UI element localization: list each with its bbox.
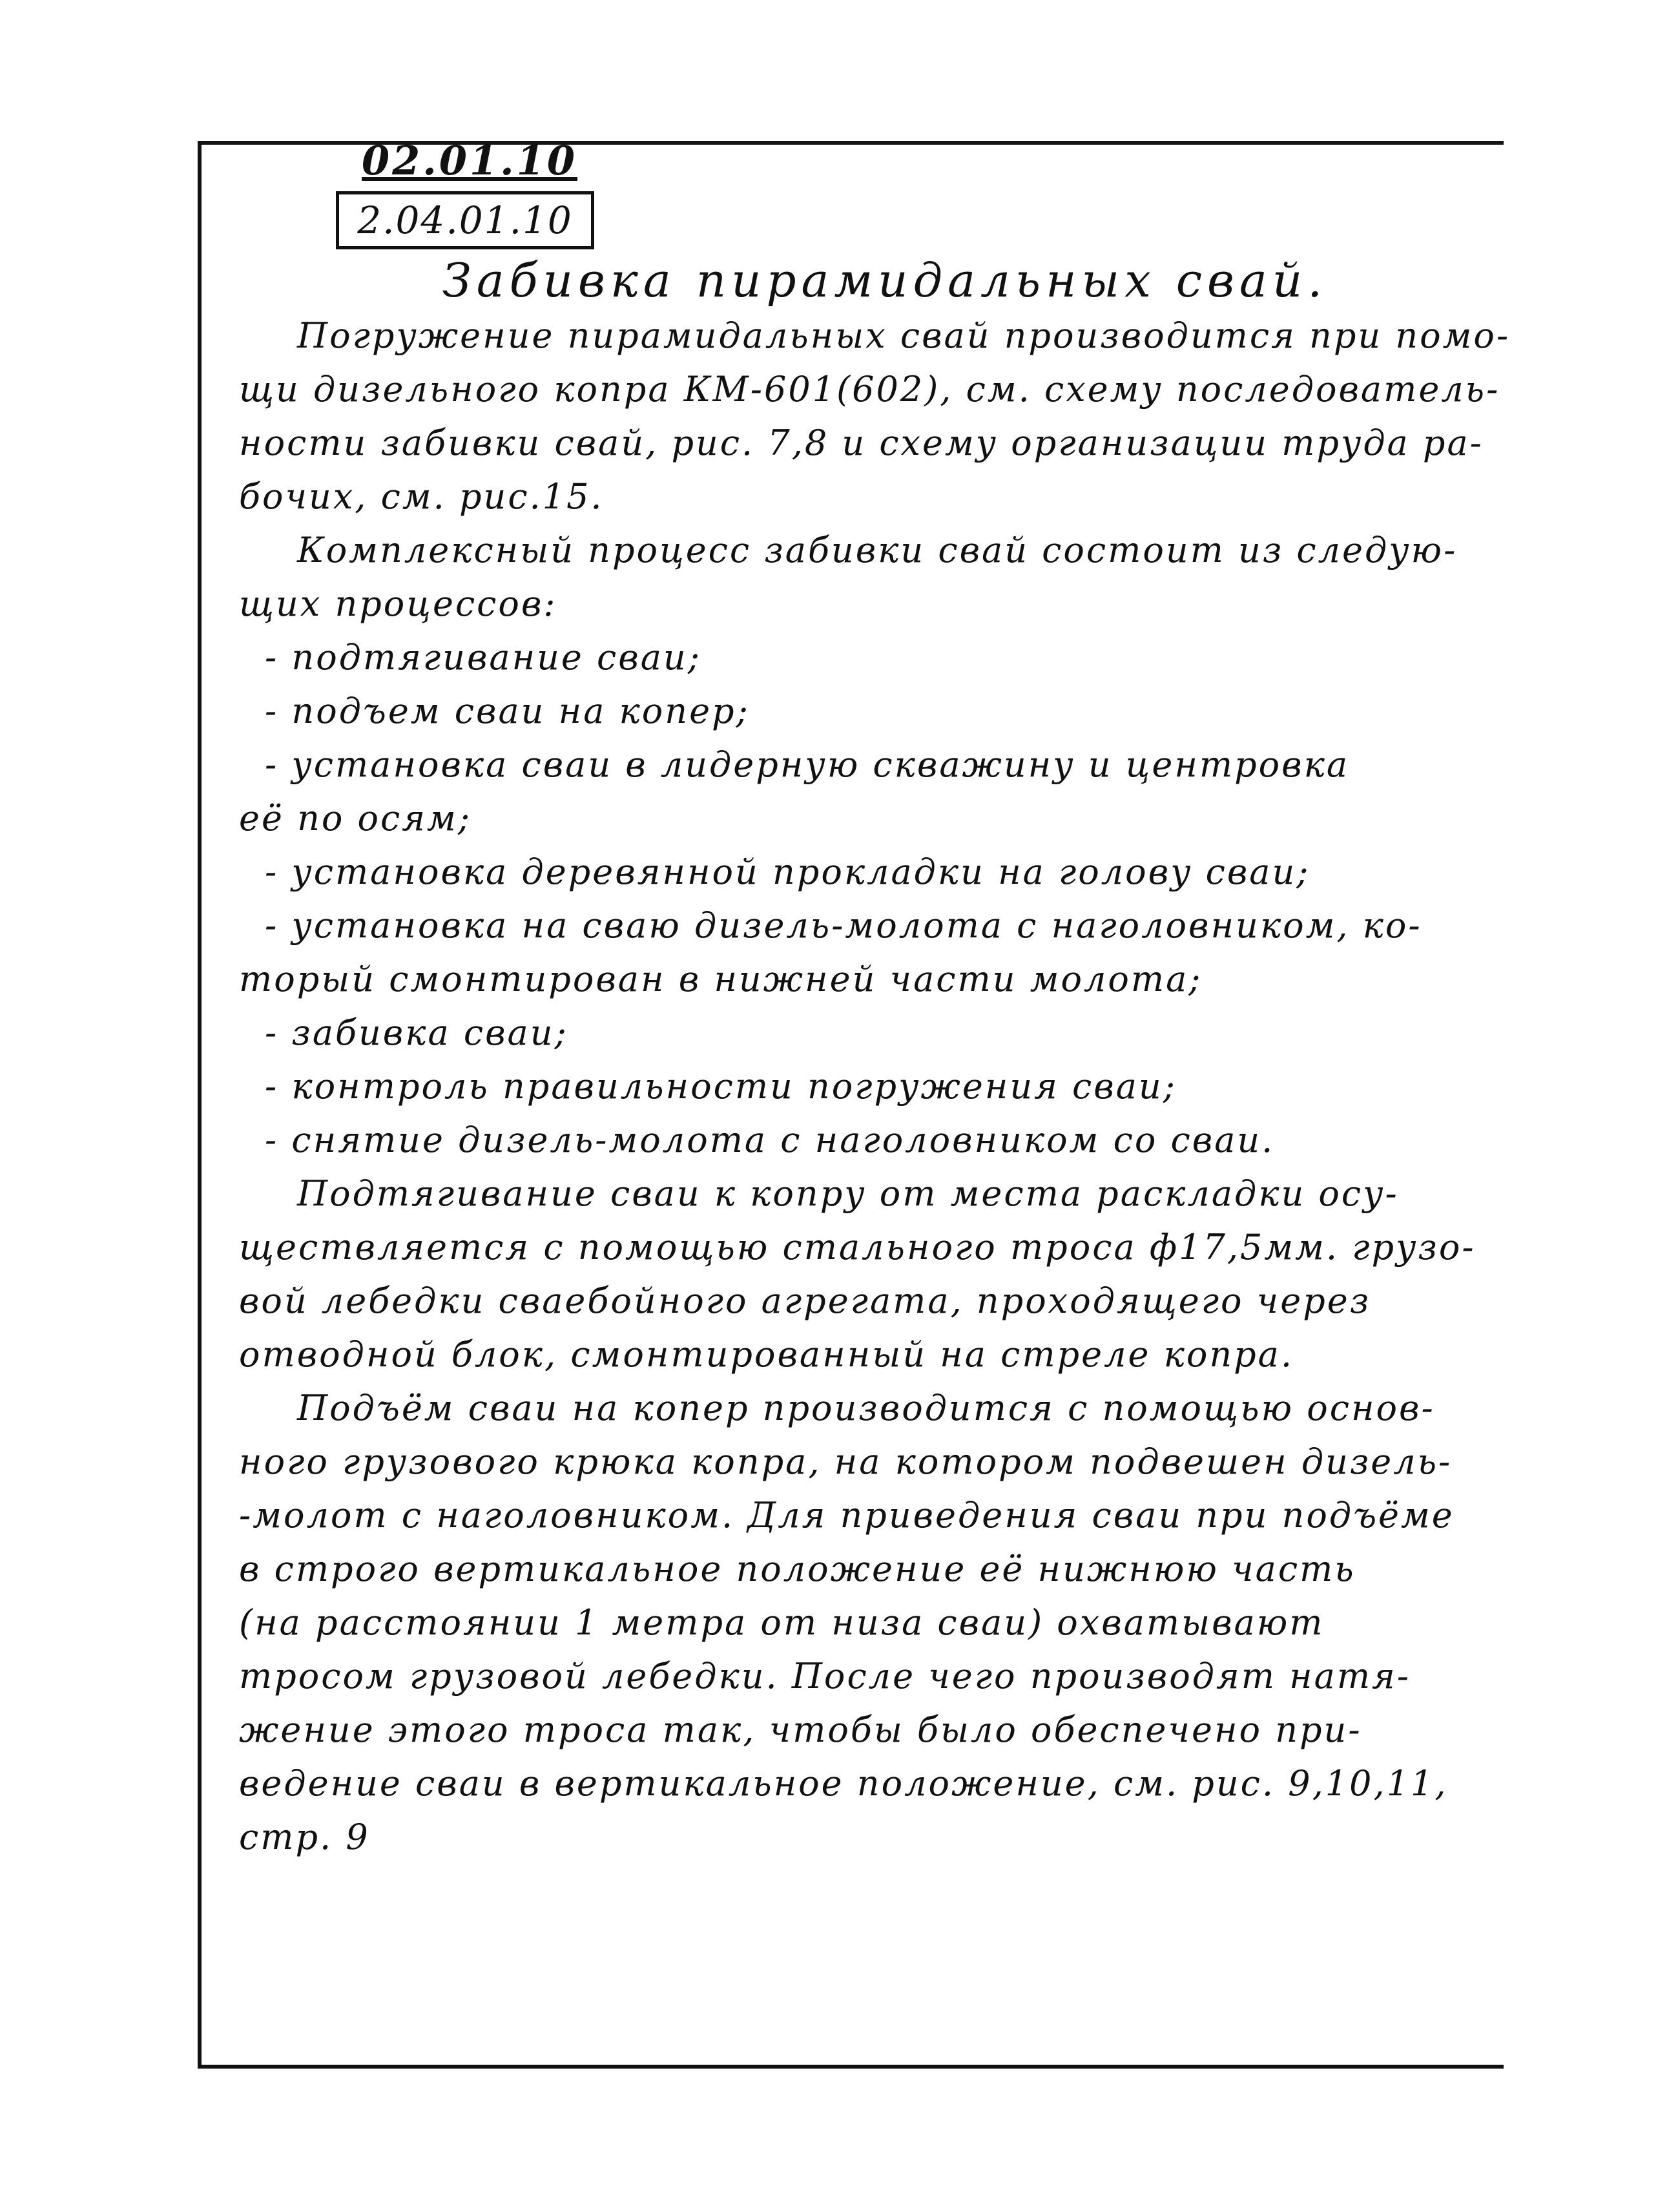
- text-line: щи дизельного копра КМ-601(602), см. схему последователь-: [239, 369, 1500, 410]
- document-title: Забивка пирамидальных свай.: [442, 253, 1328, 308]
- list-item: - контроль правильности погружения сваи;: [265, 1066, 1177, 1107]
- list-item: - подтягивание сваи;: [265, 637, 701, 678]
- list-item: - забивка сваи;: [265, 1012, 568, 1053]
- list-item: - установка на сваю дизель-молота с наголовником, ко-: [265, 905, 1422, 946]
- text-line: жение этого троса так, чтобы было обеспечено при-: [239, 1709, 1362, 1750]
- document-code-box: 2.04.01.10: [336, 191, 594, 249]
- text-line: стр. 9: [239, 1817, 370, 1857]
- list-item: - подъем сваи на копер;: [265, 691, 750, 731]
- list-item: - снятие дизель-молота с наголовником со сваи.: [265, 1120, 1275, 1160]
- text-line: её по осям;: [239, 798, 472, 839]
- text-line: вой лебедки сваебойного агрегата, проходящего через: [239, 1280, 1371, 1321]
- text-line: в строго вертикальное положение её нижнюю часть: [239, 1549, 1356, 1589]
- frame-bottom-border: [198, 2065, 1504, 2069]
- text-line: Подтягивание сваи к копру от места раскладки осу-: [297, 1173, 1399, 1214]
- list-item: - установка деревянной прокладки на голову сваи;: [265, 851, 1310, 892]
- text-line: отводной блок, смонтированный на стреле копра.: [239, 1334, 1294, 1375]
- document-code-top: 02.01.10: [362, 137, 578, 184]
- text-line: ного грузового крюка копра, на котором подвешен дизель-: [239, 1441, 1453, 1482]
- text-line: ности забивки свай, рис. 7,8 и схему организации труда ра-: [239, 423, 1484, 463]
- list-item: - установка сваи в лидерную скважину и центровка: [265, 744, 1350, 785]
- text-line: Погружение пирамидальных свай производится при помо-: [297, 315, 1511, 356]
- text-line: тросом грузовой лебедки. После чего производят натя-: [239, 1656, 1411, 1696]
- frame-left-border: [198, 141, 202, 2067]
- text-line: ществляется с помощью стального троса ф17,5мм. грузо-: [239, 1227, 1476, 1268]
- text-line: ведение сваи в вертикальное положение, см. рис. 9,10,11,: [239, 1763, 1448, 1804]
- text-line: (на расстоянии 1 метра от низа сваи) охватывают: [239, 1602, 1325, 1643]
- text-line: Подъём сваи на копер производится с помощью основ-: [297, 1388, 1435, 1428]
- document-body: [239, 309, 1511, 1864]
- text-line: -молот с наголовником. Для приведения сваи при подъёме: [239, 1495, 1455, 1536]
- text-line: бочих, см. рис.15.: [239, 476, 604, 517]
- text-line: торый смонтирован в нижней части молота;: [239, 959, 1203, 999]
- text-line: щих процессов:: [239, 583, 557, 624]
- text-line: Комплексный процесс забивки свай состоит из следую-: [297, 530, 1458, 570]
